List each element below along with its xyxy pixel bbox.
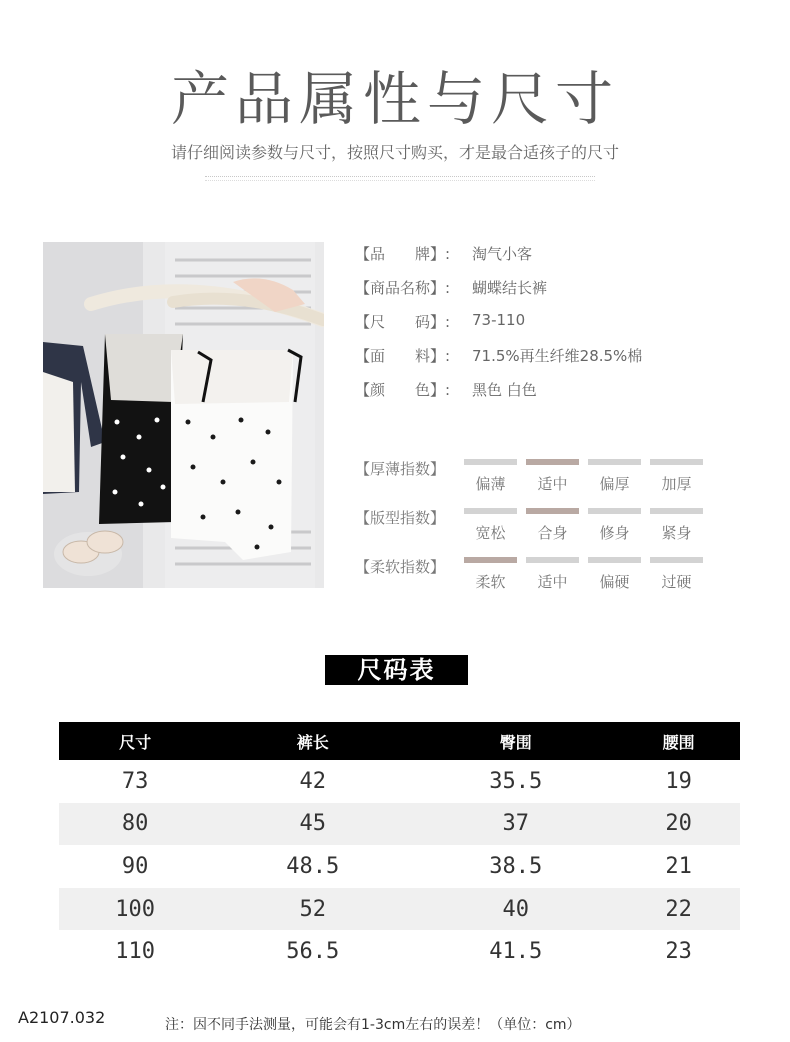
size-chart-table [59, 722, 740, 973]
attribute-value: 黑色 白色 [472, 381, 537, 399]
index-bar [650, 557, 703, 563]
attribute-value: 71.5%再生纤维28.5%棉 [472, 347, 643, 365]
index-bar [526, 557, 579, 563]
index-option-label: 偏厚 [599, 475, 630, 493]
index-option-label: 修身 [599, 524, 630, 542]
table-cell: 90 [121, 853, 149, 879]
index-option-label: 加厚 [661, 475, 692, 493]
index-option [526, 459, 579, 494]
index-option [588, 557, 641, 592]
attribute-key: 【品 牌】: [355, 245, 451, 263]
index-bar [650, 508, 703, 514]
product-photo [43, 242, 324, 588]
table-cell: 35.5 [489, 768, 543, 794]
index-option [650, 459, 703, 494]
table-cell: 38.5 [489, 853, 543, 879]
index-label: 【版型指数】 [355, 509, 446, 527]
table-row [59, 888, 740, 931]
index-bar [464, 557, 517, 563]
table-cell: 42 [299, 768, 327, 794]
page-subtitle: 请仔细阅读参数与尺寸，按照尺寸购买，才是最合适孩子的尺寸 [170, 143, 619, 162]
size-chart-title: 尺码表 [325, 655, 468, 685]
index-bar [464, 508, 517, 514]
table-cell: 21 [665, 853, 692, 879]
index-option-label: 偏薄 [475, 475, 506, 493]
index-option [588, 508, 641, 543]
index-option [464, 459, 517, 494]
table-cell: 48.5 [286, 853, 340, 879]
table-cell: 73 [121, 768, 149, 794]
attribute-value: 蝴蝶结长裤 [472, 279, 548, 297]
table-cell: 20 [617, 803, 740, 846]
column-header: 尺寸 [59, 722, 211, 760]
index-option [464, 557, 517, 592]
table-cell: 100 [59, 888, 211, 931]
column-header: 腰围 [617, 722, 740, 760]
index-label: 【厚薄指数】 [355, 460, 446, 478]
measurement-note: 注：因不同手法测量，可能会有1-3cm左右的误差！（单位：cm） [165, 1017, 581, 1033]
index-option [526, 557, 579, 592]
table-cell: 110 [115, 939, 156, 965]
table-header-row [59, 722, 740, 760]
index-option [526, 508, 579, 543]
table-row [59, 760, 740, 803]
table-row [59, 930, 740, 973]
product-code: A2107.032 [18, 1008, 106, 1027]
index-option [650, 557, 703, 592]
index-option-label: 适中 [537, 573, 568, 591]
attribute-key: 【颜 色】: [355, 381, 451, 399]
table-cell: 45 [211, 803, 414, 846]
index-option-label: 偏硬 [599, 573, 630, 591]
table-row [59, 803, 740, 846]
index-bar [588, 508, 641, 514]
column-header: 裤长 [211, 722, 414, 760]
divider [205, 176, 595, 181]
index-option [588, 459, 641, 494]
table-cell: 40 [414, 888, 617, 931]
table-cell: 19 [665, 768, 692, 794]
table-cell: 80 [59, 803, 211, 846]
index-label: 【柔软指数】 [355, 558, 446, 576]
page-title: 产品属性与尺寸 [170, 65, 619, 133]
table-cell: 56.5 [286, 939, 340, 965]
index-bar [588, 459, 641, 465]
index-option [650, 508, 703, 543]
table-cell: 41.5 [489, 939, 543, 965]
table-cell: 23 [665, 939, 692, 965]
table-row [59, 845, 740, 888]
index-option-label: 柔软 [475, 573, 506, 591]
index-bar [588, 557, 641, 563]
index-option [464, 508, 517, 543]
column-header: 臀围 [414, 722, 617, 760]
attribute-value: 淘气小客 [472, 245, 533, 263]
index-bar [464, 459, 517, 465]
index-option-label: 合身 [537, 524, 568, 542]
attribute-key: 【商品名称】: [355, 279, 451, 297]
table-cell: 37 [414, 803, 617, 846]
table-cell: 52 [211, 888, 414, 931]
table-cell: 22 [617, 888, 740, 931]
index-option-label: 过硬 [661, 573, 692, 591]
attribute-value: 73-110 [472, 311, 526, 329]
index-bar [650, 459, 703, 465]
index-bar [526, 508, 579, 514]
index-bar [526, 459, 579, 465]
index-option-label: 适中 [537, 475, 568, 493]
attribute-key: 【尺 码】: [355, 313, 451, 331]
index-option-label: 紧身 [661, 524, 692, 542]
attribute-key: 【面 料】: [355, 347, 451, 365]
index-option-label: 宽松 [475, 524, 506, 542]
